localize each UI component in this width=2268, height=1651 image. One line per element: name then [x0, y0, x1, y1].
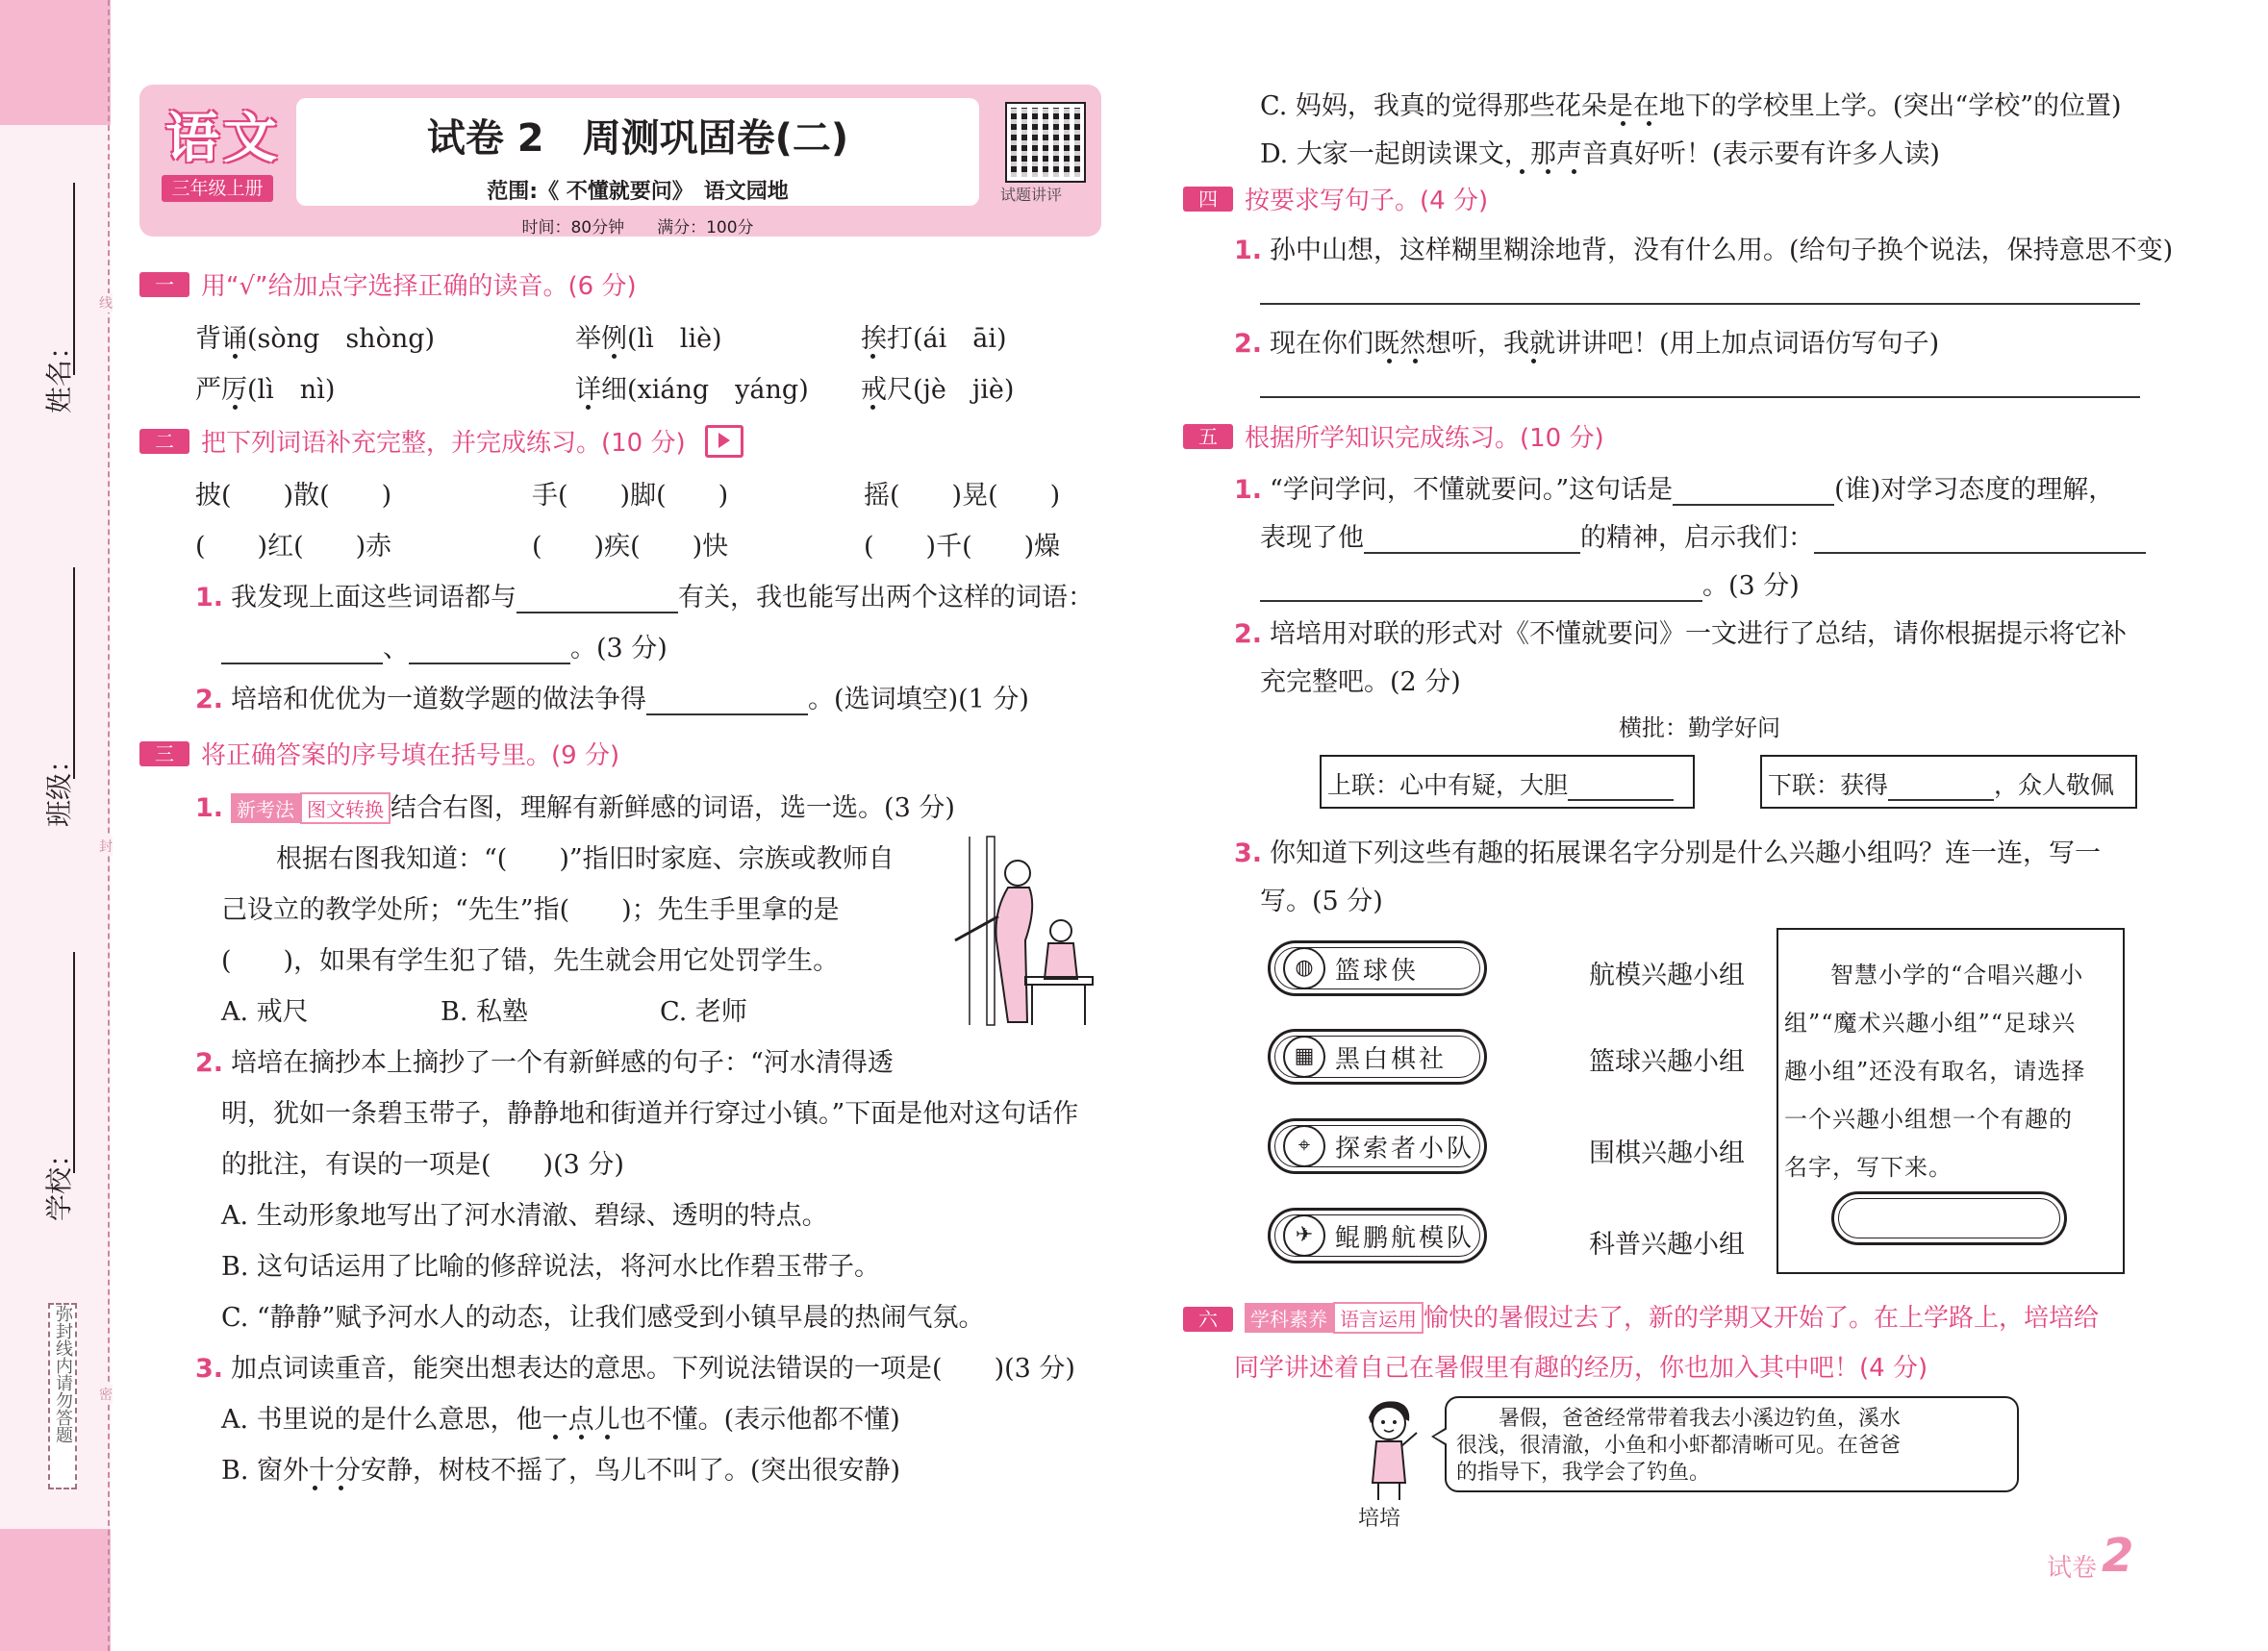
couplet-xialian-a: 下联：获得 [1768, 771, 1889, 799]
naming-text-5: 名字，写下来。 [1784, 1154, 1953, 1181]
answer-blank[interactable] [1364, 523, 1580, 554]
bubble-line-2: 很浅，很清澈，小鱼和小虾都清晰可见。在爸爸 [1456, 1434, 1902, 1458]
sec5-q1-text-c: 表现了他 [1260, 523, 1364, 553]
q-number: 1. [195, 793, 224, 823]
sec2-q2-line [195, 678, 1029, 715]
emphasis-dot [1546, 169, 1550, 174]
bubble-line-3: 的指导下，我学会了钓鱼。 [1456, 1461, 1711, 1485]
couplet-shanglian: 上联：心中有疑，大胆 [1327, 771, 1569, 799]
airplane-icon: ✈ [1283, 1214, 1325, 1257]
emphasis-dot [586, 405, 591, 410]
naming-answer-pill[interactable] [1831, 1191, 2067, 1245]
emphasis-dot [870, 405, 875, 410]
sec2-q1-line2 [221, 627, 668, 664]
sec3-q2-l3: 的批注，有误的一项是( )(3 分) [221, 1150, 624, 1180]
sec4-q1-text: 孙中山想，这样糊里糊涂地背，没有什么用。(给句子换个说法，保持意思不变) [1270, 236, 2174, 265]
emphasis-dot [1572, 169, 1576, 174]
group-science[interactable]: 科普兴趣小组 [1589, 1230, 1745, 1260]
club-pill-basketball[interactable] [1268, 940, 1487, 996]
q-number: 2. [1234, 619, 1263, 649]
line-mark-top: 线 [99, 293, 113, 313]
emphasis-dot [313, 1486, 317, 1490]
emphasis-dot [579, 1435, 584, 1439]
couplet-xialian-box [1760, 755, 2137, 809]
sidebar-bottom-band [0, 1529, 111, 1651]
school-field[interactable] [38, 952, 77, 1231]
emphasis-dot [233, 354, 238, 359]
video-icon[interactable] [705, 425, 743, 458]
sec5-q1-l2 [1260, 516, 2146, 554]
name-label: 姓名： [43, 332, 75, 413]
section-2-heading [139, 423, 743, 459]
club-name: 篮球侠 [1335, 956, 1420, 986]
qr-caption: 试题讲评 [1000, 186, 1063, 204]
class-line [73, 567, 75, 779]
idiom-3[interactable]: 摇( )晃( ) [864, 481, 1061, 511]
seal-note: 弥封线内请勿答题 [53, 1305, 73, 1443]
teacher-student-drawing [941, 835, 1095, 1027]
qr-pattern [1011, 108, 1080, 177]
answer-blank[interactable] [1814, 523, 2146, 554]
boy-figure [1351, 1396, 1428, 1502]
club-pill-explorer[interactable] [1268, 1118, 1487, 1174]
section-3-heading [139, 736, 619, 771]
section-4-title: 按要求写句子。(4 分) [1245, 187, 1489, 215]
qr-code[interactable] [1007, 104, 1084, 181]
couplet-shanglian-box [1320, 755, 1695, 809]
sec5-q1-l3 [1260, 564, 1800, 602]
idiom-1[interactable]: 披( )散( ) [195, 481, 392, 511]
emphasis-dot [1413, 359, 1418, 363]
character-name: 培培 [1358, 1507, 1401, 1531]
line-mark-bot: 密 [99, 1385, 113, 1404]
sec5-q1-l1 [1234, 468, 2114, 506]
pinyin-item-1[interactable]: 背诵(sòng shòng) [195, 324, 436, 354]
sec5-q1-text-d: 的精神，启示我们： [1580, 523, 1814, 553]
school-line [73, 952, 75, 1173]
name-field[interactable] [38, 183, 77, 452]
emphasis-dot [1520, 169, 1525, 174]
sec3-q2-option-a[interactable]: A. 生动形象地写出了河水清澈、碧绿、透明的特点。 [221, 1201, 828, 1231]
emphasis-dot [233, 405, 238, 410]
sec4-q2 [1234, 322, 1939, 360]
section-1-number: 一 [139, 272, 189, 297]
naming-text-2: 组”“魔术兴趣小组”“足球兴 [1784, 1010, 2077, 1037]
sec5-q3-text-1: 你知道下列这些有趣的拓展课名字分别是什么兴趣小组吗？连一连，写一 [1270, 838, 2102, 868]
club-name: 黑白棋社 [1335, 1044, 1448, 1074]
q-number: 1. [195, 583, 224, 613]
idiom-4[interactable]: ( )红( )赤 [195, 532, 392, 562]
sec5-q3-l2: 写。(5 分) [1260, 887, 1383, 916]
section-6-title-1: 愉快的暑假过去了，新的学期又开始了。在上学路上，培培给 [1424, 1304, 2100, 1333]
bubble-line-1: 暑假，爸爸经常带着我去小溪边钓鱼，溪水 [1456, 1407, 1902, 1431]
sec2-q1-text-b: 有关，我也能写出两个这样的词语： [678, 583, 1095, 613]
language-use-tag: 语言运用 [1333, 1302, 1424, 1334]
idiom-6[interactable]: ( )千( )燥 [864, 532, 1061, 562]
sec5-q2-text-1: 培培用对联的形式对《不懂就要问》一文进行了总结，请你根据提示将它补 [1270, 619, 2128, 649]
emphasis-dot [612, 354, 617, 359]
subject-logo: 语文 [165, 108, 281, 170]
answer-blank[interactable] [221, 634, 383, 664]
section-3-title: 将正确答案的序号填在括号里。(9 分) [201, 741, 620, 770]
emphasis-dot [553, 1435, 558, 1439]
sec3-q3-option-c[interactable]: C. 妈妈，我真的觉得那些花朵是在地下的学校里上学。(突出“学校”的位置) [1260, 91, 2122, 121]
naming-box [1777, 928, 2125, 1274]
exam-title: 试卷 2 周测巩固卷(二) [426, 116, 849, 161]
sec3-q1-text: 结合右图，理解有新鲜感的词语，选一选。(3 分) [391, 793, 955, 823]
basketball-icon: ◍ [1283, 947, 1325, 989]
q-number: 3. [195, 1354, 224, 1384]
sec4-q2-text: 现在你们既然想听，我就讲讲吧！(用上加点词语仿写句子) [1270, 329, 1940, 359]
new-method-tag: 新考法 [231, 793, 300, 823]
sec2-q2-text-a: 培培和优优为一道数学题的做法争得 [231, 685, 647, 714]
section-6-title-2: 同学讲述着自己在暑假里有趣的经历，你也加入其中吧！(4 分) [1234, 1354, 1928, 1383]
answer-blank[interactable] [1673, 475, 1834, 506]
section-2-title: 把下列词语补充完整，并完成练习。(10 分) [201, 429, 686, 458]
page-number: 2 [2102, 1529, 2134, 1583]
naming-text-4: 一个兴趣小组想一个有趣的 [1784, 1106, 2073, 1133]
answer-blank[interactable] [1888, 772, 1994, 801]
character-peipei [1351, 1396, 1428, 1502]
emphasis-dot [870, 354, 875, 359]
naming-text-3: 趣小组”还没有取名，请选择 [1784, 1058, 2086, 1085]
section-2-number: 二 [139, 429, 189, 454]
pinyin-item-2[interactable]: 举例(lì liè) [575, 324, 722, 354]
sec3-q3-option-b[interactable]: B. 窗外十分安静，树枝不摇了，鸟儿不叫了。(突出很安静) [221, 1456, 901, 1486]
q-number: 2. [195, 1048, 224, 1078]
sec4-q1 [1234, 229, 2173, 266]
sec3-q1-l3: ( )，如果有学生犯了错，先生就会用它处罚学生。 [221, 946, 840, 976]
sec2-q1-text-c: 、 [383, 634, 409, 663]
answer-blank[interactable] [1568, 772, 1674, 801]
club-pill-go[interactable] [1268, 1029, 1487, 1085]
emphasis-dot [605, 1435, 610, 1439]
sec5-q1-text-a: “学问学问，不懂就要问。”这句话是 [1270, 475, 1674, 505]
school-label: 学校： [43, 1139, 75, 1221]
grade-badge: 三年级上册 [162, 175, 273, 202]
sec3-q2-option-b[interactable]: B. 这句话运用了比喻的修辞说法，将河水比作碧玉带子。 [221, 1252, 881, 1282]
sec2-q1-text-d: 。(3 分) [570, 634, 668, 663]
go-board-icon: ▦ [1283, 1036, 1325, 1078]
couplet-xialian-b: ，众人敬佩 [1994, 771, 2115, 799]
sec3-q1-line [195, 787, 955, 824]
sec3-q2-l2: 明，犹如一条碧玉带子，静静地和街道并行穿过小镇。”下面是他对这句话作 [221, 1099, 1079, 1129]
footer-label: 试卷 [2047, 1554, 2098, 1583]
club-pill-aviation[interactable] [1268, 1208, 1487, 1263]
sec2-q1-line1 [195, 576, 1094, 613]
classroom-illustration [941, 835, 1095, 1027]
q-number: 1. [1234, 236, 1263, 265]
q-number: 2. [1234, 329, 1263, 359]
satellite-dish-icon: ⌖ [1283, 1125, 1325, 1167]
section-4-number: 四 [1183, 187, 1233, 212]
time-score: 时间：80分钟 满分：100分 [521, 218, 754, 238]
emphasis-dot [1531, 359, 1536, 363]
q-number: 2. [195, 685, 224, 714]
sec3-q3-l1 [195, 1347, 1075, 1385]
name-line [73, 183, 75, 375]
section-5-heading [1183, 418, 1604, 454]
sec3-q3-option-d[interactable]: D. 大家一起朗读课文，那声音真好听！(表示要有许多人读) [1260, 139, 1940, 169]
literacy-tag: 学科素养 [1245, 1303, 1333, 1333]
pinyin-item-4[interactable]: 严厉(lì nì) [195, 375, 336, 405]
sec2-q2-text-b: 。(选词填空)(1 分) [808, 685, 1029, 714]
seal-note-box [48, 1303, 77, 1489]
image-text-tag: 图文转换 [300, 792, 391, 824]
answer-blank[interactable] [646, 685, 808, 715]
section-5-number: 五 [1183, 424, 1233, 449]
idiom-5[interactable]: ( )疾( )快 [532, 532, 729, 562]
sec3-q1-option-c[interactable]: C. 老师 [660, 997, 747, 1027]
q-number: 1. [1234, 475, 1263, 505]
group-go[interactable]: 围棋兴趣小组 [1589, 1138, 1745, 1168]
pinyin-item-3[interactable]: 挨打(ái āi) [861, 324, 1007, 354]
sec2-q1-text-a: 我发现上面这些词语都与 [231, 583, 517, 613]
section-6-heading [1183, 1298, 2099, 1334]
couplet-hengpi: 横批：勤学好问 [1619, 714, 1780, 741]
idiom-2[interactable]: 手( )脚( ) [532, 481, 729, 511]
class-label: 班级： [43, 745, 75, 827]
answer-blank[interactable] [409, 634, 570, 664]
group-aviation[interactable]: 航模兴趣小组 [1589, 961, 1745, 990]
sec5-q1-text-b: (谁)对学习态度的理解， [1834, 475, 2115, 505]
sec3-q2-l1 [195, 1041, 894, 1079]
group-basketball[interactable]: 篮球兴趣小组 [1589, 1047, 1745, 1077]
sec3-q1-l2: 己设立的教学处所；“先生”指( )；先生手里拿的是 [221, 895, 840, 925]
emphasis-dot [1387, 359, 1392, 363]
exam-scope: 范围:《 不懂就要问》 语文园地 [487, 180, 789, 204]
sec3-q1-option-b[interactable]: B. 私塾 [441, 997, 529, 1027]
sec3-q3-text: 加点词读重音，能突出想表达的意思。下列说法错误的一项是( )(3 分) [231, 1354, 1075, 1384]
q-number: 3. [1234, 838, 1263, 868]
section-5-title: 根据所学知识完成练习。(10 分) [1245, 424, 1604, 453]
emphasis-dot [1621, 121, 1625, 126]
emphasis-dot [339, 1486, 343, 1490]
sec5-q3-l1 [1234, 832, 2101, 869]
sec5-q1-text-e: 。(3 分) [1702, 571, 1800, 601]
sec3-q2-option-c[interactable]: C. “静静”赋予河水人的动态，让我们感受到小镇早晨的热闹气氛。 [221, 1303, 985, 1333]
pinyin-item-6[interactable]: 戒尺(jè jiè) [861, 375, 1015, 405]
sec5-q2-l1 [1234, 613, 2127, 650]
sec5-q2-l2: 充完整吧。(2 分) [1260, 667, 1461, 697]
answer-blank[interactable] [517, 583, 678, 613]
sec4-q2-answer-line[interactable] [1260, 396, 2140, 398]
emphasis-dot [1647, 121, 1651, 126]
class-field[interactable] [38, 567, 77, 837]
sec3-q1-option-a[interactable]: A. 戒尺 [221, 997, 309, 1027]
section-1-title: 用“√”给加点字选择正确的读音。(6 分) [201, 272, 637, 301]
club-name: 鲲鹏航模队 [1335, 1223, 1475, 1253]
answer-blank[interactable] [1260, 571, 1702, 602]
sec3-q3-option-a[interactable]: A. 书里说的是什么意思，他一点儿也不懂。(表示他都不懂) [221, 1405, 900, 1435]
section-1-heading [139, 266, 637, 302]
line-mark-mid: 封 [99, 837, 113, 856]
speech-bubble [1445, 1396, 2019, 1492]
naming-text-1: 智慧小学的“合唱兴趣小 [1830, 962, 2084, 988]
section-3-number: 三 [139, 741, 189, 766]
club-name: 探索者小队 [1335, 1134, 1475, 1163]
sec4-q1-answer-line[interactable] [1260, 303, 2140, 305]
sidebar-top-band [0, 0, 111, 125]
section-6-number: 六 [1183, 1307, 1233, 1332]
pinyin-item-5[interactable]: 详细(xiáng yáng) [575, 375, 809, 405]
sec3-q2-text-1: 培培在摘抄本上摘抄了一个有新鲜感的句子：“河水清得透 [231, 1048, 894, 1078]
section-4-heading [1183, 181, 1488, 216]
sec3-q1-l1: 根据右图我知道：“( )”指旧时家庭、宗族或教师自 [276, 844, 895, 874]
